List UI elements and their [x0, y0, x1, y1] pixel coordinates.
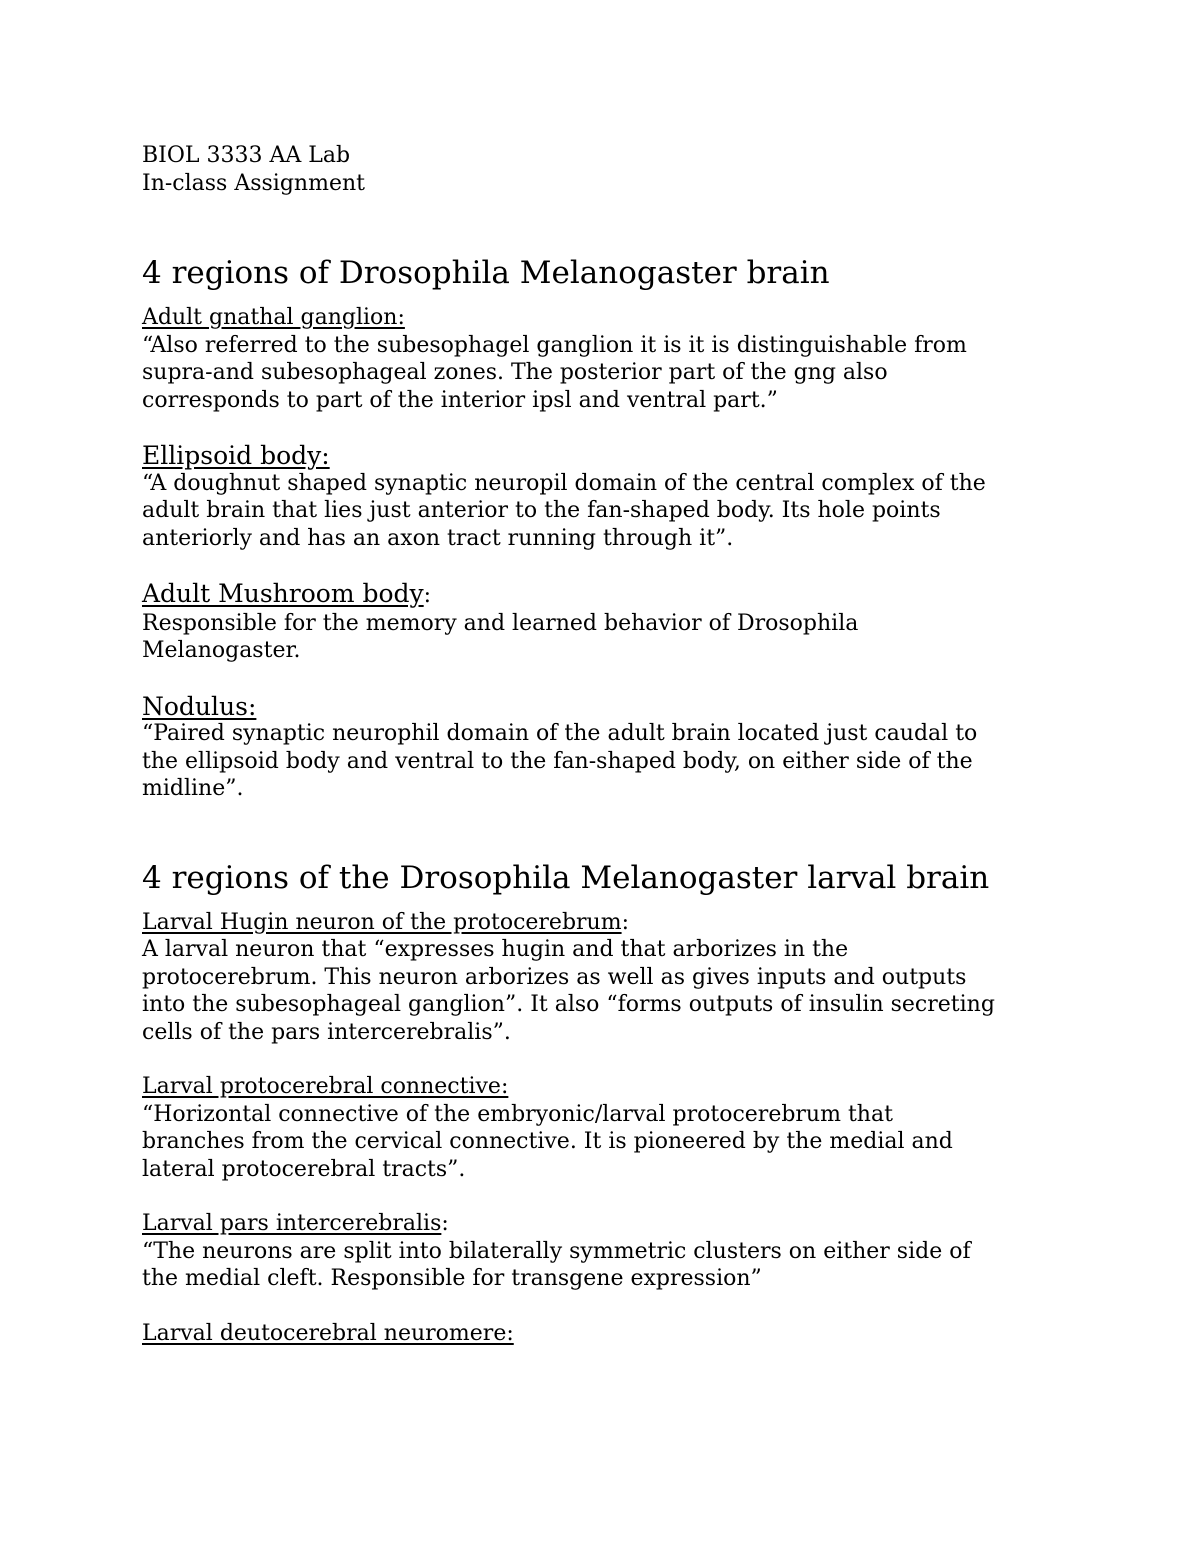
region-text-line: branches from the cervical connective. It is pioneered by the medial and	[142, 1129, 953, 1154]
region-text-line: protocerebrum. This neuron arborizes as well as gives inputs and outputs	[142, 964, 967, 990]
region-text-line: the ellipsoid body and ventral to the fan-shaped body, on either side of the	[142, 748, 973, 774]
region-text-line: midline”.	[142, 776, 244, 801]
region-title: Nodulus:	[142, 691, 257, 721]
section-heading-adult-brain: 4 regions of Drosophila Melanogaster brain	[142, 255, 830, 291]
region-title: Adult Mushroom body:	[142, 579, 432, 608]
section-heading-larval-brain: 4 regions of the Drosophila Melanogaster larval brain	[142, 859, 990, 896]
region-title: Ellipsoid body:	[142, 441, 330, 470]
region-text-line: “Also referred to the subesophagel ganglion it is it is distinguishable from	[142, 332, 967, 358]
region-text-line: Responsible for the memory and learned behavior of Drosophila	[142, 610, 859, 636]
region-text-line: A larval neuron that “expresses hugin and that arborizes in the	[142, 937, 849, 962]
region-text-line: Melanogaster.	[142, 638, 301, 663]
region-adult-gnathal-ganglion	[142, 304, 1072, 414]
region-text-line: “Horizontal connective of the embryonic/larval protocerebrum that	[142, 1101, 893, 1127]
region-title: Larval deutocerebral neuromere:	[142, 1320, 514, 1346]
region-text-line: supra-and subesophageal zones. The posterior part of the gng also	[142, 360, 888, 385]
region-larval-deutocerebral-neuromere	[142, 1320, 1072, 1348]
region-title: Larval Hugin neuron of the protocerebrum:	[142, 909, 629, 935]
region-text-line: lateral protocerebral tracts”.	[142, 1156, 466, 1182]
region-text-line: anteriorly and has an axon tract running through it”.	[142, 525, 734, 551]
document-page	[142, 142, 1072, 1347]
region-text-line: “Paired synaptic neurophil domain of the adult brain located just caudal to	[142, 721, 978, 746]
region-larval-protocerebral-connective	[142, 1073, 1072, 1183]
region-title: Adult gnathal ganglion:	[142, 305, 405, 330]
region-larval-hugin-neuron	[142, 909, 1072, 1047]
region-title: Larval pars intercerebralis:	[142, 1211, 449, 1236]
region-title: Larval protocerebral connective:	[142, 1074, 509, 1099]
assignment-title: In-class Assignment	[142, 170, 365, 196]
region-text-line: corresponds to part of the interior ipsl and ventral part.”	[142, 387, 778, 413]
region-text-line: the medial cleft. Responsible for transgene expression”	[142, 1266, 762, 1291]
region-ellipsoid-body	[142, 442, 1072, 552]
region-text-line: into the subesophageal ganglion”. It also “forms outputs of insulin secreting	[142, 992, 995, 1017]
region-nodulus	[142, 693, 1072, 803]
region-text-line: adult brain that lies just anterior to the fan-shaped body. Its hole points	[142, 498, 941, 523]
region-text-line: “The neurons are split into bilaterally symmetric clusters on either side of	[142, 1238, 971, 1264]
course-title: BIOL 3333 AA Lab	[142, 143, 351, 168]
region-adult-mushroom-body	[142, 580, 1072, 665]
region-text-line: cells of the pars intercerebralis”.	[142, 1019, 511, 1045]
region-text-line: “A doughnut shaped synaptic neuropil domain of the central complex of the	[142, 470, 986, 496]
region-larval-pars-intercerebralis	[142, 1210, 1072, 1293]
